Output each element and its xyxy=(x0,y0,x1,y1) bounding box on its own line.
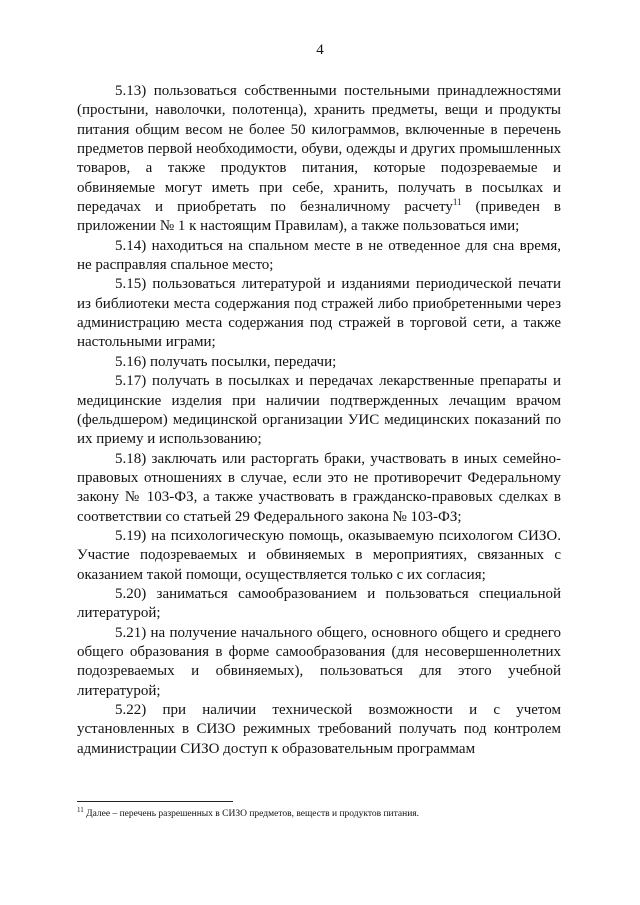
page-number: 4 xyxy=(316,42,324,58)
body-text xyxy=(77,82,561,759)
footnote-number: 11 xyxy=(77,806,84,814)
paragraph-5-21: 5.21) на получение начального общего, основного общего и среднего общего образования в форме самообразования (для несовершеннолетних подозреваемых и обвиняемых), пользоваться для этого учебной литературой; xyxy=(77,624,561,699)
footnote-reference: 11 xyxy=(452,197,462,208)
footnote-divider xyxy=(77,801,233,802)
paragraph-5-16: 5.16) получать посылки, передачи; xyxy=(115,353,337,370)
paragraph-5-19: 5.19) на психологическую помощь, оказываемую психологом СИЗО. Участие подозреваемых и обвиняемых в мероприятиях, связанных с оказанием такой помощи, осуществляется только с их согласия; xyxy=(77,527,561,583)
paragraph-5-18: 5.18) заключать или расторгать браки, участвовать в иных семейно-правовых отношениях в случае, если это не противоречит Федеральному закону № 103-ФЗ, а также участвовать в гражданско-правовых сделках в соответствии со статьей 29 Федерального закона № 103-ФЗ; xyxy=(77,450,561,525)
paragraph-5-15: 5.15) пользоваться литературой и изданиями периодической печати из библиотеки места содержания под стражей либо приобретенными через администрацию места содержания под стражей в торговой сети, а также настольными играми; xyxy=(77,276,561,351)
paragraph-text-continued: (приведен в приложении № 1 к настоящим Правилам), а также пользоваться ими; xyxy=(77,199,561,235)
paragraph-5-22: 5.22) при наличии технической возможности и с учетом установленных в СИЗО режимных требований получать под контролем администрации СИЗО доступ к образовательным программам xyxy=(77,702,561,757)
paragraph-text: 5.13) пользоваться собственными постельными принадлежностями (простыни, наволочки, полотенца), хранить предметы, вещи и продукты питания общим весом не более 50 килограммов, включенные в перечень предметов первой необходимости, обуви, одежды и других промышленных товаров, а также продуктов питания, которые подозреваемые и обвиняемые могут иметь при себе, хранить, получать в посылках и передачах и приобретать по безналичному расчету xyxy=(77,83,561,216)
paragraph-5-13 xyxy=(77,82,561,237)
paragraph-5-14: 5.14) находиться на спальном месте в не отведенное для сна время, не расправляя спальное место; xyxy=(77,237,561,274)
paragraph-5-20: 5.20) заниматься самообразованием и пользоваться специальной литературой; xyxy=(77,585,561,622)
paragraph-5-17: 5.17) получать в посылках и передачах лекарственные препараты и медицинские изделия при наличии подтвержденных лечащим врачом (фельдшером) медицинской организации УИС медицинских показаний по их приему и использованию; xyxy=(77,373,561,448)
footnote xyxy=(77,808,561,820)
footnote-text: Далее – перечень разрешенных в СИЗО предметов, веществ и продуктов питания. xyxy=(83,809,420,819)
